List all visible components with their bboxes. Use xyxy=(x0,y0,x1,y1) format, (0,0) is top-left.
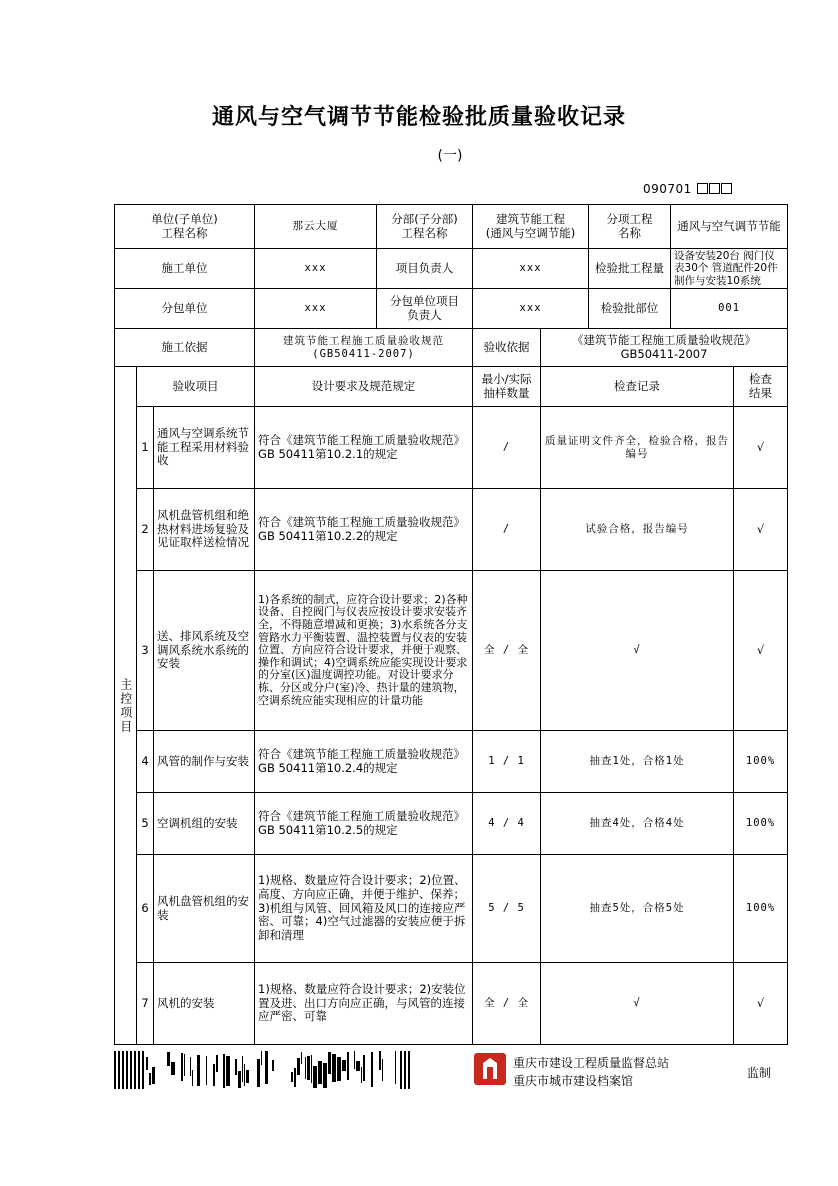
table-row xyxy=(115,571,788,731)
row-item: 风机的安装 xyxy=(154,963,255,1045)
col-spec-header: 设计要求及规范规定 xyxy=(255,367,473,407)
page-title: 通风与空气调节节能检验批质量验收记录 xyxy=(211,104,626,130)
form-code-text: 090701 xyxy=(643,182,692,196)
constructor-label: 施工单位 xyxy=(115,249,255,289)
unit-name-label: 单位(子单位) 工程名称 xyxy=(115,205,255,249)
row-spec: 符合《建筑节能工程施工质量验收规范》GB 50411第10.2.5的规定 xyxy=(255,793,473,855)
row-number: 6 xyxy=(137,855,154,963)
col-result-header: 检查 结果 xyxy=(734,367,788,407)
row-item: 空调机组的安装 xyxy=(154,793,255,855)
row-spec: 符合《建筑节能工程施工质量验收规范》GB 50411第10.2.4的规定 xyxy=(255,731,473,793)
form-code xyxy=(643,182,732,196)
row-sample: 4 / 4 xyxy=(473,793,541,855)
row-spec: 1)规格、数量应符合设计要求；2)安装位置及进、出口方向应正确，与风管的连接应严密、可靠 xyxy=(255,963,473,1045)
col-sample-header: 最小/实际 抽样数量 xyxy=(473,367,541,407)
building-logo-icon xyxy=(474,1053,506,1085)
row-spec: 1)各系统的制式，应符合设计要求；2)各种设备、自控阀门与仪表应按设计要求安装齐全，不得随意增减和更换；3)水系统各分支管路水力平衡装置、温控装置与仪表的安装位置、方向应符合设计要求，并便于观察、操作和调试；4)空调系统应能实现设计要求的分室(区)温度调控功能。对设计要求分栋、分区或分户(室)冷、热计量的建筑物，空调系统应能实现相应的计量功能 xyxy=(255,571,473,731)
row-number: 5 xyxy=(137,793,154,855)
row-item: 送、排风系统及空调风系统水系统的安装 xyxy=(154,571,255,731)
barcode xyxy=(114,1051,412,1089)
sub-pm-value: xxx xyxy=(473,289,589,329)
table-row xyxy=(115,731,788,793)
table-row xyxy=(115,855,788,963)
row-number: 4 xyxy=(137,731,154,793)
code-box-icon xyxy=(697,183,708,194)
sub-pm-label: 分包单位项目 负责人 xyxy=(377,289,473,329)
row-sample: 1 / 1 xyxy=(473,731,541,793)
row-record: 抽查4处，合格4处 xyxy=(541,793,734,855)
row-spec: 符合《建筑节能工程施工质量验收规范》GB 50411第10.2.2的规定 xyxy=(255,489,473,571)
subdivision-label: 分部(子分部) 工程名称 xyxy=(377,205,473,249)
row-sample: / xyxy=(473,407,541,489)
row-result: √ xyxy=(734,407,788,489)
batch-quantity-value: 设备安装20台 阀门仪表30个 管道配件20件 制作与安装10系统 xyxy=(671,249,788,289)
constructor-value: xxx xyxy=(255,249,377,289)
row-number: 3 xyxy=(137,571,154,731)
row-record: √ xyxy=(541,963,734,1045)
row-record: 抽查5处，合格5处 xyxy=(541,855,734,963)
row-number: 2 xyxy=(137,489,154,571)
col-record-header: 检查记录 xyxy=(541,367,734,407)
subitem-value: 通风与空气调节节能 xyxy=(671,205,788,249)
row-item: 通风与空调系统节能工程采用材料验收 xyxy=(154,407,255,489)
subdivision-value: 建筑节能工程 (通风与空调节能) xyxy=(473,205,589,249)
subitem-label: 分项工程 名称 xyxy=(589,205,671,249)
footer-supervised: 监制 xyxy=(747,1066,772,1080)
row-item: 风机盘管机组的安装 xyxy=(154,855,255,963)
footer-org-archive: 重庆市城市建设档案馆 xyxy=(513,1074,634,1088)
row-result: √ xyxy=(734,963,788,1045)
project-manager-value: xxx xyxy=(473,249,589,289)
col-item-header: 验收项目 xyxy=(137,367,255,407)
acceptance-basis-value: 《建筑节能工程施工质量验收规范》GB50411-2007 xyxy=(541,329,788,367)
row-result: 100% xyxy=(734,855,788,963)
row-sample: / xyxy=(473,489,541,571)
row-record: 试验合格，报告编号 xyxy=(541,489,734,571)
batch-part-value: 001 xyxy=(671,289,788,329)
code-box-icon xyxy=(721,183,732,194)
row-sample: 5 / 5 xyxy=(473,855,541,963)
row-record: √ xyxy=(541,571,734,731)
subcontractor-label: 分包单位 xyxy=(115,289,255,329)
table-row xyxy=(115,407,788,489)
inspection-table xyxy=(114,204,788,1045)
page-subtitle: (一) xyxy=(437,148,463,164)
construction-basis-value: 建筑节能工程施工质量验收规范(GB50411-2007) xyxy=(255,329,473,367)
row-result: √ xyxy=(734,571,788,731)
construction-basis-label: 施工依据 xyxy=(115,329,255,367)
row-item: 风机盘管机组和绝热材料进场复验及见证取样送检情况 xyxy=(154,489,255,571)
row-sample: 全 / 全 xyxy=(473,571,541,731)
unit-name-value: 那云大厦 xyxy=(255,205,377,249)
table-row xyxy=(115,793,788,855)
batch-quantity-label: 检验批工程量 xyxy=(589,249,671,289)
row-record: 质量证明文件齐全，检验合格，报告编号 xyxy=(541,407,734,489)
row-result: 100% xyxy=(734,793,788,855)
row-sample: 全 / 全 xyxy=(473,963,541,1045)
table-row xyxy=(115,963,788,1045)
project-manager-label: 项目负责人 xyxy=(377,249,473,289)
code-box-icon xyxy=(709,183,720,194)
row-spec: 符合《建筑节能工程施工质量验收规范》GB 50411第10.2.1的规定 xyxy=(255,407,473,489)
row-record: 抽查1处，合格1处 xyxy=(541,731,734,793)
batch-part-label: 检验批部位 xyxy=(589,289,671,329)
acceptance-basis-label: 验收依据 xyxy=(473,329,541,367)
table-row xyxy=(115,489,788,571)
side-label: 主控项目 xyxy=(115,367,137,1045)
footer-org-supervision: 重庆市建设工程质量监督总站 xyxy=(513,1056,670,1070)
row-spec: 1)规格、数量应符合设计要求；2)位置、高度、方向应正确，并便于维护、保养；3)机组与风管、回风箱及风口的连接应严密、可靠；4)空气过滤器的安装应便于拆卸和清理 xyxy=(255,855,473,963)
row-result: √ xyxy=(734,489,788,571)
row-result: 100% xyxy=(734,731,788,793)
row-number: 7 xyxy=(137,963,154,1045)
row-number: 1 xyxy=(137,407,154,489)
subcontractor-value: xxx xyxy=(255,289,377,329)
row-item: 风管的制作与安装 xyxy=(154,731,255,793)
